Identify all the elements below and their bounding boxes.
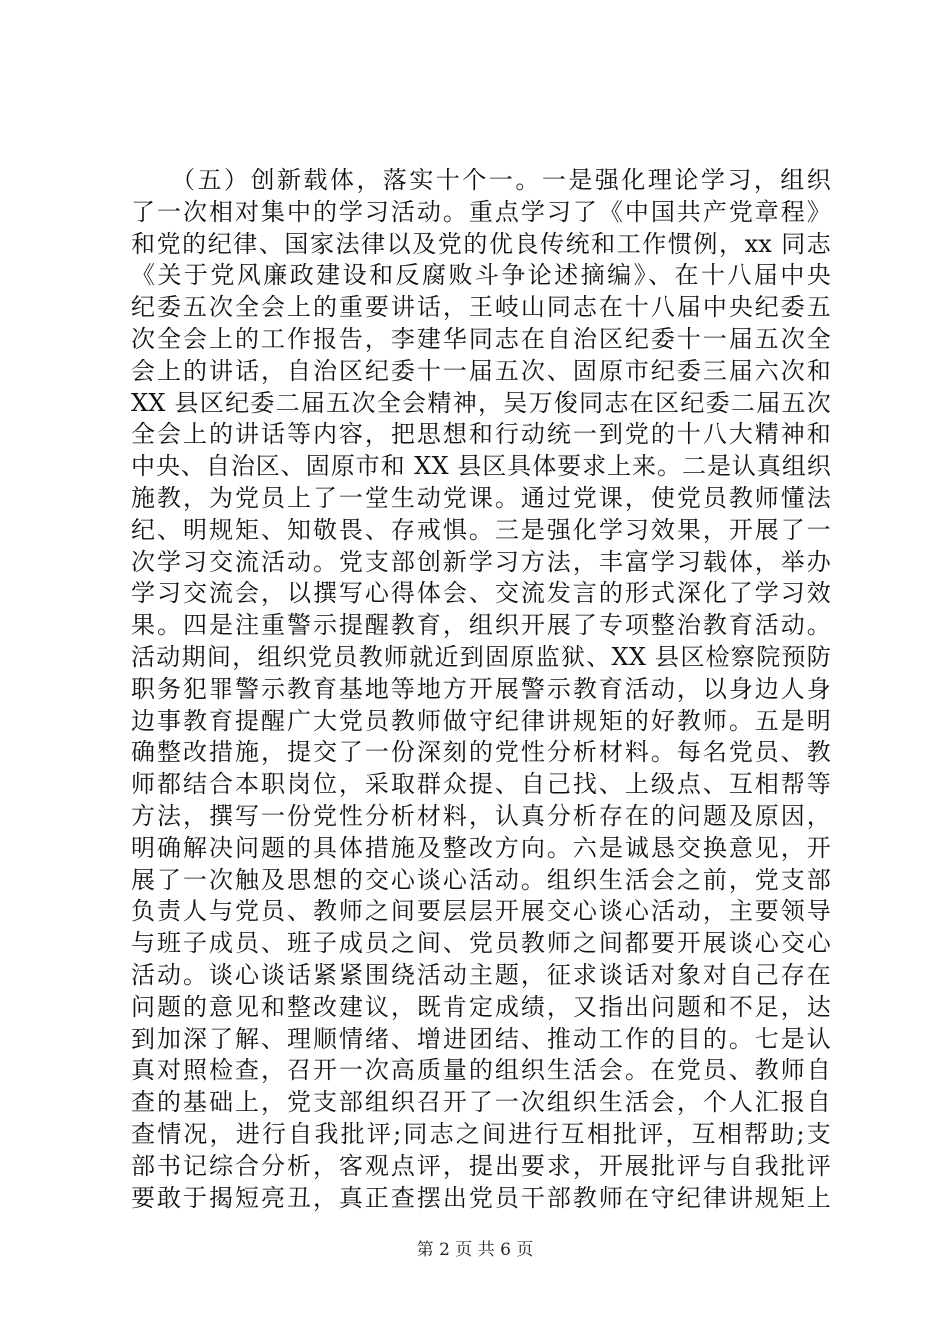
text-line: 与班子成员、班子成员之间、党员教师之间都要开展谈心交心 [131,929,831,958]
text-line: 中央、自治区、固原市和 XX 县区具体要求上来。二是认真组织 [131,452,831,481]
text-line: XX 县区纪委二届五次全会精神，吴万俊同志在区纪委二届五次 [131,388,831,417]
text-line: 真对照检查，召开一次高质量的组织生活会。在党员、教师自 [131,1056,831,1085]
text-line: 全会上的讲话等内容，把思想和行动统一到党的十八大精神和 [131,420,831,449]
text-line: 查的基础上，党支部组织召开了一次组织生活会，个人汇报自 [131,1088,831,1117]
text-line: 学习交流会，以撰写心得体会、交流发言的形式深化了学习效 [131,579,831,608]
text-line: 活动期间，组织党员教师就近到固原监狱、XX 县区检察院预防 [131,642,831,671]
text-line: 到加深了解、理顺情绪、增进团结、推动工作的目的。七是认 [131,1024,831,1053]
text-line: 负责人与党员、教师之间要层层开展交心谈心活动，主要领导 [131,897,831,926]
text-line: 活动。谈心谈话紧紧围绕活动主题，征求谈话对象对自己存在 [131,960,831,989]
text-line: 师都结合本职岗位，采取群众提、自己找、上级点、互相帮等 [131,770,831,799]
body-paragraph [131,165,831,1214]
text-line: 问题的意见和整改建议，既肯定成绩，又指出问题和不足，达 [131,992,831,1021]
text-line: 果。四是注重警示提醒教育，组织开展了专项整治教育活动。 [131,611,831,640]
text-line: 《关于党风廉政建设和反腐败斗争论述摘编》、在十八届中央 [131,261,831,290]
text-line: 展了一次触及思想的交心谈心活动。组织生活会之前，党支部 [131,865,831,894]
text-line: 次全会上的工作报告，李建华同志在自治区纪委十一届五次全 [131,324,831,353]
text-line: 和党的纪律、国家法律以及党的优良传统和工作惯例，xx 同志 [131,229,831,258]
page-number-footer: 第 2 页 共 6 页 [416,1240,534,1260]
text-line: 部书记综合分析，客观点评，提出要求，开展批评与自我批评 [131,1151,831,1180]
text-line: 次学习交流活动。党支部创新学习方法，丰富学习载体，举办 [131,547,831,576]
text-line: 明确解决问题的具体措施及整改方向。六是诚恳交换意见，开 [131,833,831,862]
text-line: 查情况，进行自我批评;同志之间进行互相批评，互相帮助;支 [131,1119,831,1148]
text-line: 确整改措施，提交了一份深刻的党性分析材料。每名党员、教 [131,738,831,767]
text-line: 会上的讲话，自治区纪委十一届五次、固原市纪委三届六次和 [131,356,831,385]
text-line: 纪、明规矩、知敬畏、存戒惧。三是强化学习效果，开展了一 [131,515,831,544]
text-line: 了一次相对集中的学习活动。重点学习了《中国共产党章程》 [131,197,831,226]
text-line: 方法，撰写一份党性分析材料，认真分析存在的问题及原因， [131,801,831,830]
text-line: 边事教育提醒广大党员教师做守纪律讲规矩的好教师。五是明 [131,706,831,735]
text-line: 要敢于揭短亮丑，真正查摆出党员干部教师在守纪律讲规矩上 [131,1183,831,1212]
text-line: 施教，为党员上了一堂生动党课。通过党课，使党员教师懂法 [131,483,831,512]
text-line: （五）创新载体，落实十个一。一是强化理论学习，组织 [171,166,831,194]
text-line: 纪委五次全会上的重要讲话，王岐山同志在十八届中央纪委五 [131,293,831,322]
text-line: 职务犯罪警示教育基地等地方开展警示教育活动，以身边人身 [131,674,831,703]
